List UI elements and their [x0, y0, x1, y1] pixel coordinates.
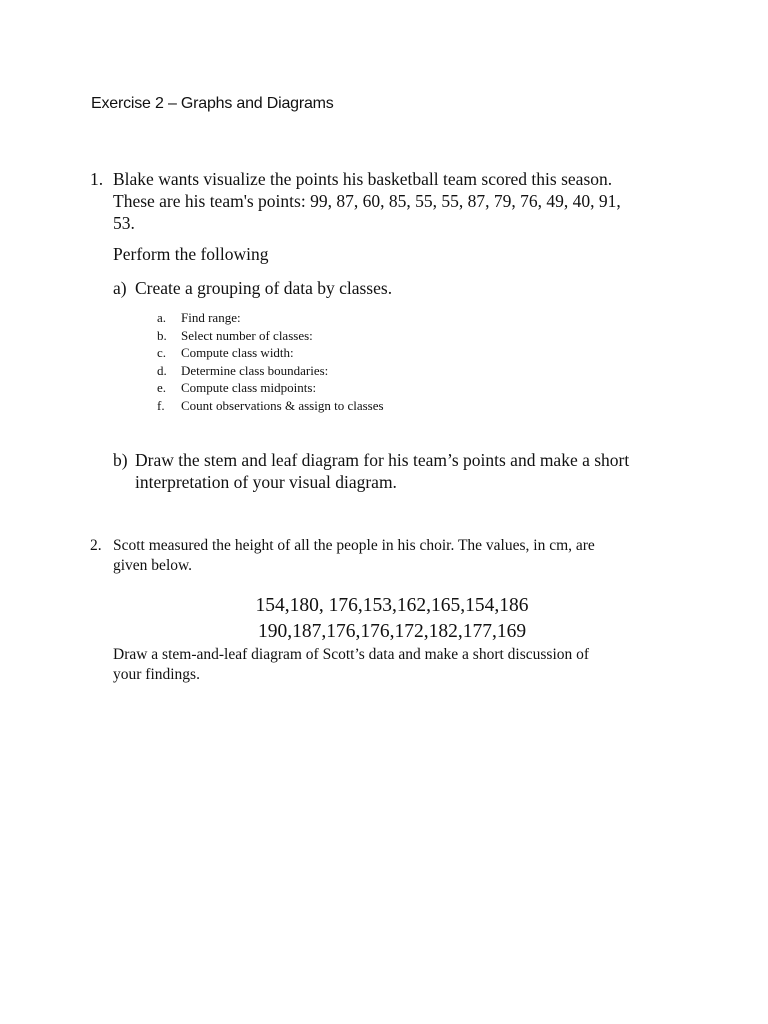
- question-2: [90, 536, 690, 576]
- page-title: Exercise 2 – Graphs and Diagrams: [91, 95, 334, 112]
- step-text: Compute class midpoints:: [181, 380, 317, 395]
- question-1-line-2: These are his team's points: 99, 87, 60, 85, 55, 55, 87, 79, 76, 49, 40, 91,: [113, 191, 621, 211]
- step-text: Select number of classes:: [181, 327, 313, 343]
- list-item: [157, 327, 384, 345]
- question-1: [90, 168, 690, 234]
- step-text: Compute class width:: [181, 345, 294, 360]
- height-data-line-1: 154,180, 176,153,162,165,154,186: [255, 595, 529, 616]
- step-label: c.: [157, 345, 167, 360]
- question-2-instruction: [113, 645, 673, 685]
- question-2-number: 2.: [90, 537, 102, 554]
- part-a: [113, 277, 683, 299]
- step-label: d.: [157, 362, 167, 378]
- perform-instruction: Perform the following: [113, 244, 269, 264]
- question-2-line-2: given below.: [113, 557, 193, 574]
- list-item: [157, 379, 384, 397]
- step-label: b.: [157, 327, 167, 343]
- step-text: Find range:: [181, 310, 241, 325]
- part-b-line-1: Draw the stem and leaf diagram for his team’s points and make a short: [135, 450, 630, 470]
- question-1-text: [113, 168, 690, 234]
- list-item: [157, 362, 384, 380]
- height-data-line-2: 190,187,176,176,172,182,177,169: [257, 621, 527, 642]
- part-a-steps: [157, 309, 384, 414]
- list-item: [157, 344, 384, 362]
- list-item: [157, 397, 384, 415]
- part-b: [113, 449, 683, 493]
- question-2-line-1: Scott measured the height of all the people in his choir. The values, in cm, are: [113, 537, 595, 554]
- part-b-text: [135, 449, 683, 493]
- step-label: e.: [157, 380, 167, 395]
- part-a-text: Create a grouping of data by classes.: [135, 278, 393, 298]
- height-data: [0, 593, 768, 645]
- step-text: Count observations & assign to classes: [181, 397, 384, 413]
- question-2-text: [113, 536, 690, 576]
- list-item: [157, 309, 384, 327]
- step-text: Determine class boundaries:: [181, 362, 329, 378]
- question-1-number: 1.: [90, 169, 104, 189]
- step-label: f.: [157, 397, 165, 413]
- question-1-line-3: 53.: [113, 213, 135, 233]
- question-1-line-1: Blake wants visualize the points his basketball team scored this season.: [113, 169, 613, 189]
- part-b-line-2: interpretation of your visual diagram.: [135, 472, 397, 492]
- part-b-label: b): [113, 450, 128, 470]
- part-a-label: a): [113, 278, 127, 298]
- question-2-instruction-line-1: Draw a stem-and-leaf diagram of Scott’s data and make a short discussion of: [113, 646, 590, 663]
- question-2-instruction-line-2: your findings.: [113, 666, 200, 683]
- step-label: a.: [157, 310, 167, 325]
